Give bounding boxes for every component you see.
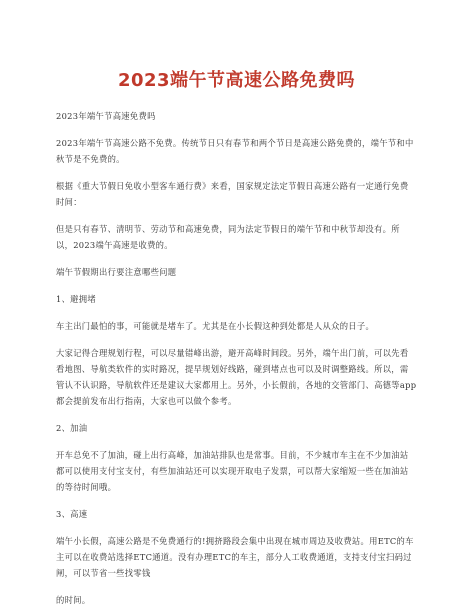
paragraph: 车主出门最怕的事，可能就是堵车了。尤其是在小长假这种到处都是人从众的日子。	[56, 321, 375, 331]
paragraph: 根据《重大节假日免收小型客车通行费》来看，国家规定法定节假日高速公路有一定通行免费时间：	[56, 181, 409, 207]
document-body	[56, 108, 417, 608]
paragraph: 大家记得合理规划行程，可以尽量错峰出游，避开高峰时间段。另外，端午出门前，可以先看看地图、导航类软件的实时路况，提早规划好线路，碰到堵点也可以及时调整路线。所以，需管认不认识路，导航软件还是建议大家都用上。另外，小长假前，各地的交管部门、高德等app都会提前发布出行指南，大家也可以做个参考。	[56, 348, 417, 406]
section-heading: 3、高速	[56, 509, 88, 519]
paragraph: 2023年端午节高速公路不免费。传统节日只有春节和两个节日是高速公路免费的，端午节和中秋节是不免费的。	[56, 138, 414, 164]
paragraph: 但是只有春节、清明节、劳动节和高速免费，同为法定节假日的端午节和中秋节却没有。所以，2023端午高速是收费的。	[56, 224, 400, 250]
section-heading: 端午节假期出行要注意哪些问题	[56, 267, 177, 277]
paragraph: 的时间。	[56, 595, 91, 605]
paragraph: 端午小长假，高速公路是不免费通行的!拥挤路段会集中出现在城市周边及收费站。用ETC的车主可以在收费站选择ETC通道。没有办理ETC的车主，部分人工收费通道，支持支付宝扫码过闸，可以节省一些找零钱	[56, 536, 414, 578]
paragraph-subtitle: 2023年端午节高速免费吗	[56, 111, 156, 121]
section-heading: 1、避拥堵	[56, 294, 96, 304]
section-heading: 2、加油	[56, 423, 88, 433]
page-title: 2023端午节高速公路免费吗	[117, 70, 356, 91]
paragraph: 开车总免不了加油，碰上出行高峰，加油站排队也是常事。目前，不少城市车主在不少加油站都可以使用支付宝支付，有些加油站还可以实现开取电子发票，可以帮大家缩短一些在加油站的等待时间哦。	[56, 450, 409, 492]
